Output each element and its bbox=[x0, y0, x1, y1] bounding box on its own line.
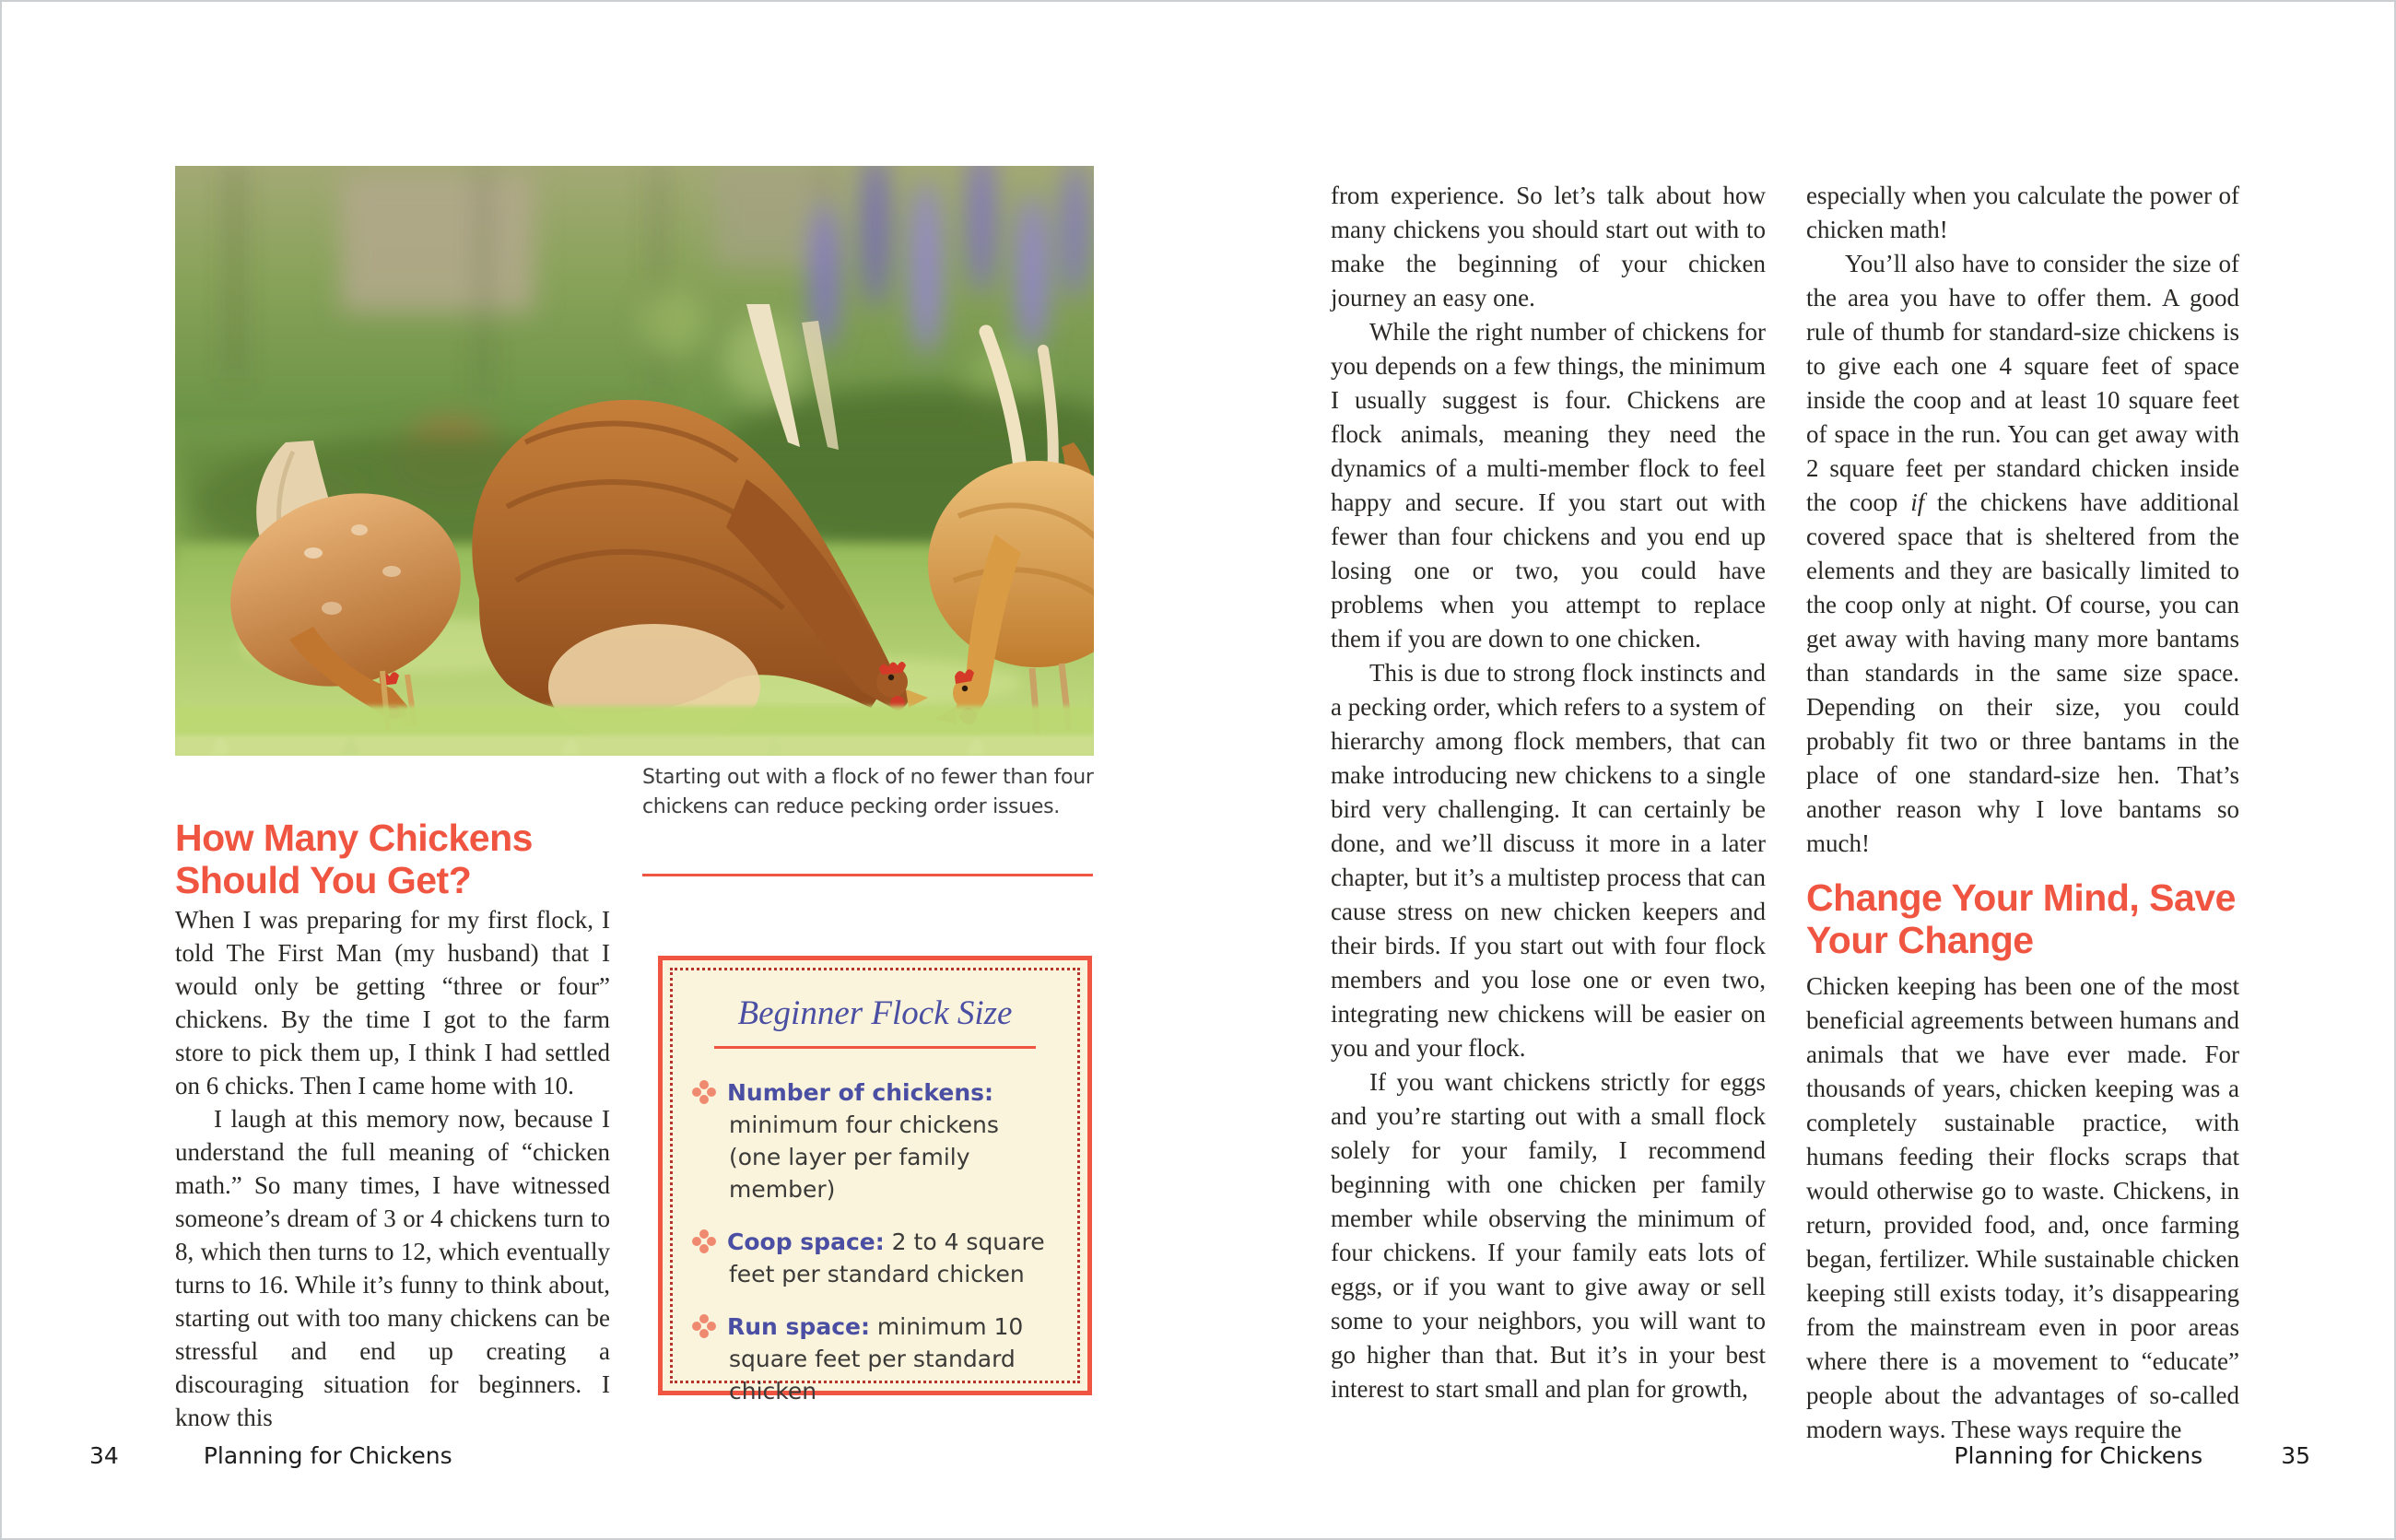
chickens-photo bbox=[175, 166, 1094, 756]
clover-bullet-icon bbox=[692, 1314, 716, 1338]
caption-rule bbox=[642, 874, 1093, 876]
paragraph: This is due to strong flock instincts and a pecking order, which refers to a system of hierarchy among flock members, that can make introducing new chickens to a single bird very challenging. It can certainly be done, and we’ll discuss it more in a later chapter, but it’s a multistep process that can cause stress on new chicken keepers and their birds. If you start out with four flock members and you lose one or even two, integrating new chickens will be easier on you and your flock. bbox=[1331, 659, 1766, 1062]
chickens-photo-illustration bbox=[175, 166, 1094, 756]
sidebar-bullet-run-space: Run space: minimum 10 square feet per standard chicken bbox=[692, 1311, 1058, 1407]
clover-bullet-icon bbox=[692, 1229, 716, 1253]
sidebar-title-rule bbox=[714, 1046, 1036, 1049]
italic-word: if bbox=[1910, 488, 1925, 516]
paragraph: While the right number of chickens for you depends on a few things, the minimum I usually suggest is four. Chickens are flock animals, meaning they need the dynamics of a multi-member flock to feel happy and secure. If you start out with fewer than four chickens and you end up losing one or two, you could have problems when you attempt to replace them if you are down to one chicken. bbox=[1331, 318, 1766, 652]
paragraph: When I was preparing for my first flock, I told The First Man (my husband) that I would only be getting “three or four” chickens. By the time I got to the farm store to pick them up, I think I had settled on 6 chicks. Then I came home with 10. bbox=[175, 906, 610, 1099]
sidebar-title: Beginner Flock Size bbox=[737, 994, 1013, 1032]
right-page-footer bbox=[1845, 1442, 2310, 1469]
section-heading-change-your-mind: Change Your Mind, Save Your Change bbox=[1806, 876, 2236, 961]
running-title: Planning for Chickens bbox=[203, 1442, 452, 1469]
photo-caption: Starting out with a flock of no fewer than four chickens can reduce pecking order issues. bbox=[642, 766, 1094, 818]
paragraph: You’ll also have to consider the size of the area you have to offer them. A good rule of thumb for standard-size chickens is to give each one 4 square feet of space inside the coop and at least 10 square feet of space in the run. You can get away with 2 square feet per standard chicken inside the coop if the chickens have additional covered space that is sheltered from the elements and they are basically limited to the coop only at night. Of course, you can get away with having many more bantams than standards in the same size space. Depending on their size, you could probably fit two or three bantams in the place of one standard-size hen. That’s another reason why I love bantams so much! bbox=[1806, 250, 2239, 857]
paragraph: I laugh at this memory now, because I understand the full meaning of “chicken math.” So many times, I have witnessed someone’s dream of 3 or 4 chickens turn to 8, which then turns to 12, which eventually turns to 16. While it’s funny to think about, starting out with too many chickens can be stressful and end up creating a discouraging situation for beginners. I know this bbox=[175, 1105, 610, 1431]
paragraph: Chicken keeping has been one of the most beneficial agreements between humans and animals that we have ever made. For thousands of years, chicken keeping was a completely sustainable practice, with humans feeding their flocks scraps that would otherwise go to waste. Chickens, in return, provided food, and, once farming began, fertilizer. While sustainable chicken keeping still exists today, it’s disappearing from the mainstream even in poor areas where there is a movement to “educate” people about the advantages of so-called modern ways. These ways require the bbox=[1806, 972, 2239, 1443]
left-page-text-column bbox=[175, 903, 610, 1434]
beginner-flock-size-box bbox=[658, 956, 1092, 1405]
sidebar-bullet-number-of-chickens: Number of chickens: minimum four chickens (one layer per family member) bbox=[692, 1076, 1058, 1205]
right-page-column-1 bbox=[1331, 179, 1766, 1406]
sidebar-bullet-coop-space: Coop space: 2 to 4 square feet per standard chicken bbox=[692, 1226, 1058, 1290]
page-number: 35 bbox=[2281, 1442, 2310, 1469]
running-title: Planning for Chickens bbox=[1954, 1442, 2203, 1469]
paragraph: especially when you calculate the power of chicken math! bbox=[1806, 182, 2239, 243]
clover-bullet-icon bbox=[692, 1080, 716, 1104]
left-page-footer bbox=[89, 1442, 452, 1469]
grass-foreground bbox=[175, 706, 1094, 756]
right-page-column-2 bbox=[1806, 179, 2239, 1447]
section-heading-how-many-chickens: How Many Chickens Should You Get? bbox=[175, 817, 533, 901]
paragraph: If you want chickens strictly for eggs and you’re starting out with a small flock solely for your family, I recommend beginning with one chicken per family member while observing the minimum of four chickens. If your family eats lots of eggs, or if you want to give away or sell some to your neighbors, you will want to go higher than that. But it’s in your best interest to start small and plan for growth, bbox=[1331, 1068, 1766, 1403]
page-number: 34 bbox=[89, 1442, 119, 1469]
paragraph: from experience. So let’s talk about how many chickens you should start out with to make the beginning of your chicken journey an easy one. bbox=[1331, 182, 1766, 312]
